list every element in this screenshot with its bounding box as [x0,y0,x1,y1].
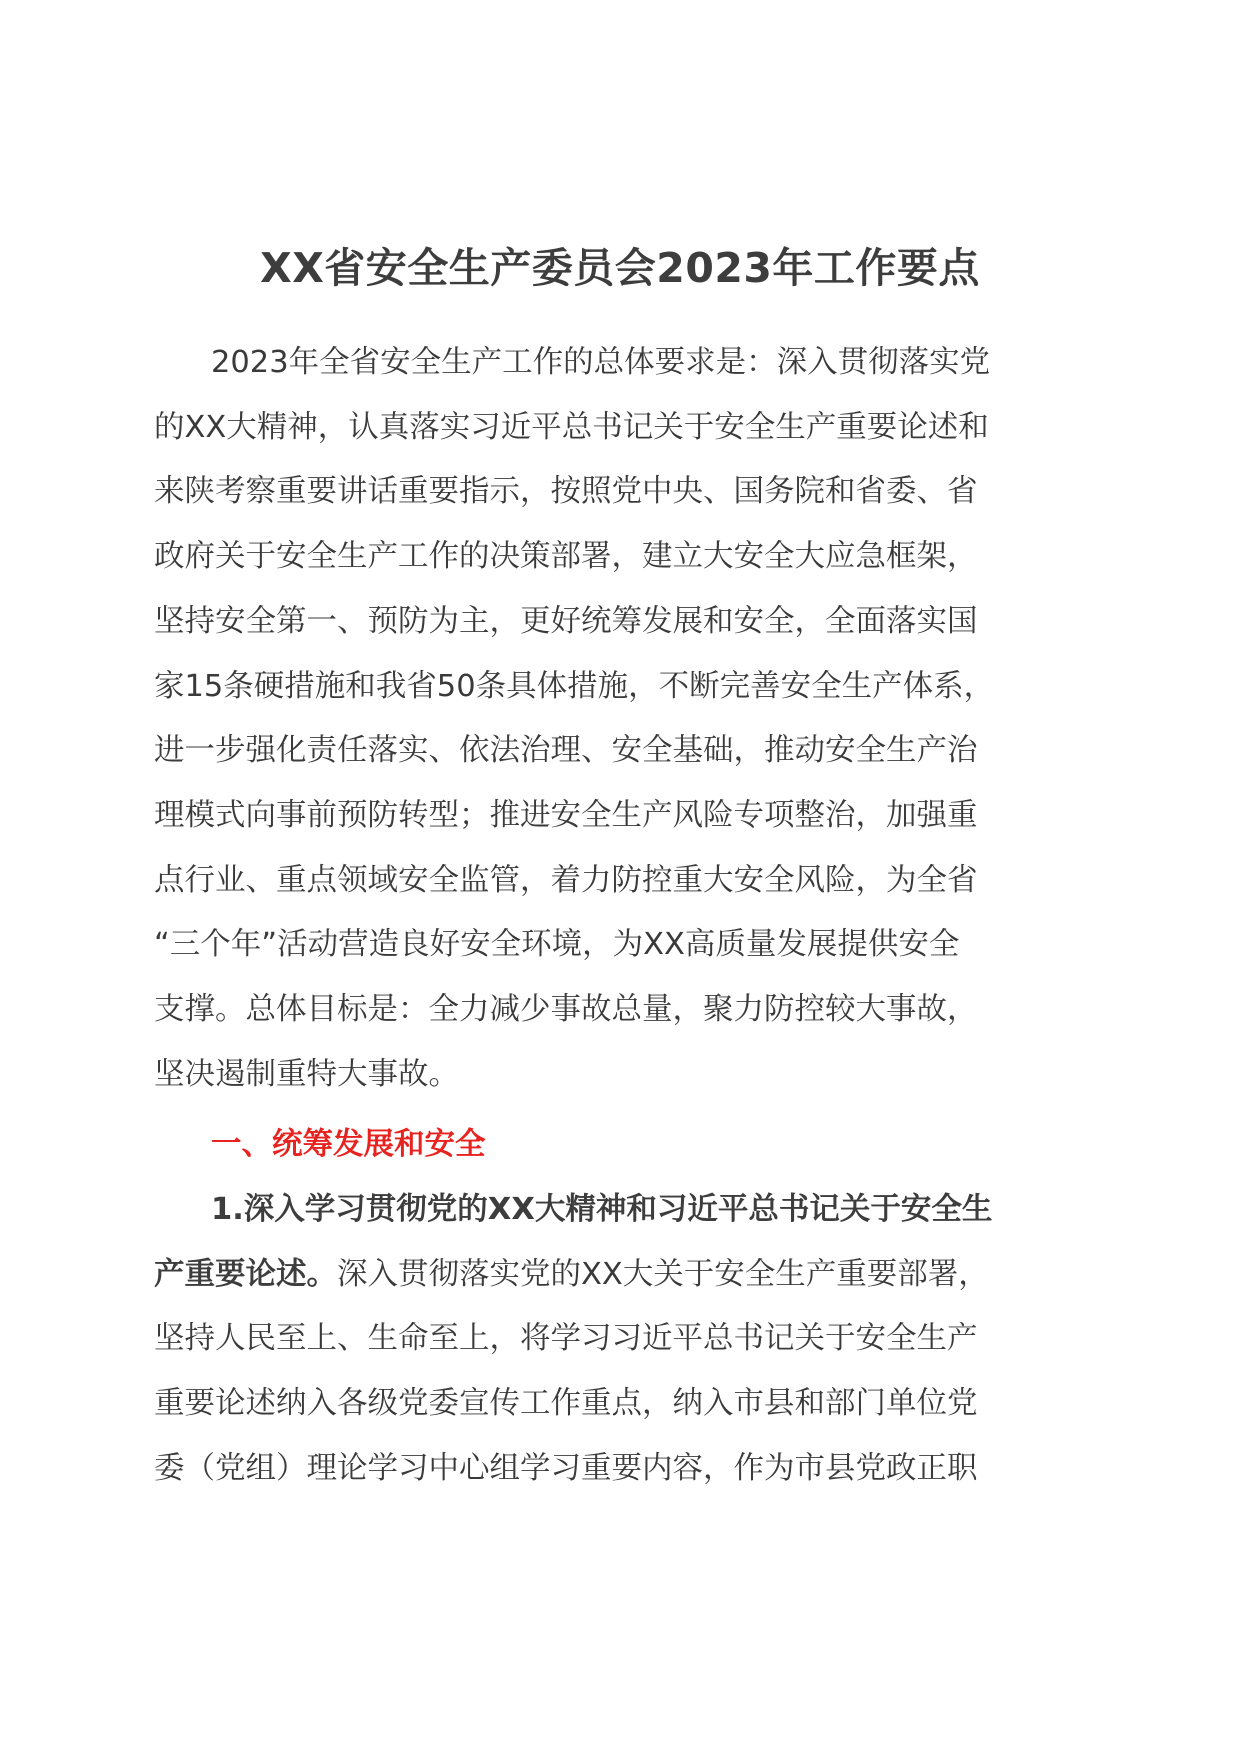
item-heading-end: 产重要论述。 [154,1256,337,1292]
paragraph-line: 来陕考察重要讲话重要指示，按照党中央、国务院和省委、省 [154,474,978,510]
paragraph-line: 支撑。总体目标是：全力减少事故总量，聚力防控较大事故， [154,992,978,1028]
intro-paragraph [154,331,1094,1107]
paragraph-line: 委（党组）理论学习中心组学习重要内容，作为市县党政正职 [154,1450,978,1486]
paragraph-line: 坚持人民至上、生命至上，将学习习近平总书记关于安全生产 [154,1321,978,1357]
paragraph-line: 重要论述纳入各级党委宣传工作重点，纳入市县和部门单位党 [154,1386,978,1422]
document-title: XX省安全生产委员会2023年工作要点 [260,244,980,292]
paragraph-line: 的XX大精神，认真落实习近平总书记关于安全生产重要论述和 [154,409,989,445]
paragraph-line: 家15条硬措施和我省50条具体措施，不断完善安全生产体系， [154,668,995,704]
paragraph-line: 理模式向事前预防转型；推进安全生产风险专项整治，加强重 [154,797,978,833]
paragraph-line: 进一步强化责任落实、依法治理、安全基础，推动安全生产治 [154,733,978,769]
item-heading-line: 1.深入学习贯彻党的XX大精神和习近平总书记关于安全生 [211,1192,993,1227]
item-text: 深入贯彻落实党的XX大关于安全生产重要部署， [337,1256,989,1292]
item-1-paragraph [154,1178,1094,1502]
paragraph-line: 2023年全省安全生产工作的总体要求是：深入贯彻落实党 [211,345,991,380]
paragraph-line: 点行业、重点领域安全监管，着力防控重大安全风险，为全省 [154,862,978,898]
paragraph-line [154,1243,1094,1308]
paragraph-line: 坚持安全第一、预防为主，更好统筹发展和安全，全面落实国 [154,603,978,639]
paragraph-line: “三个年”活动营造良好安全环境，为XX高质量发展提供安全 [154,927,960,963]
paragraph-line: 坚决遏制重特大事故。 [154,1056,459,1092]
paragraph-line: 政府关于安全生产工作的决策部署，建立大安全大应急框架， [154,539,978,575]
section-heading: 一、统筹发展和安全 [211,1127,486,1162]
